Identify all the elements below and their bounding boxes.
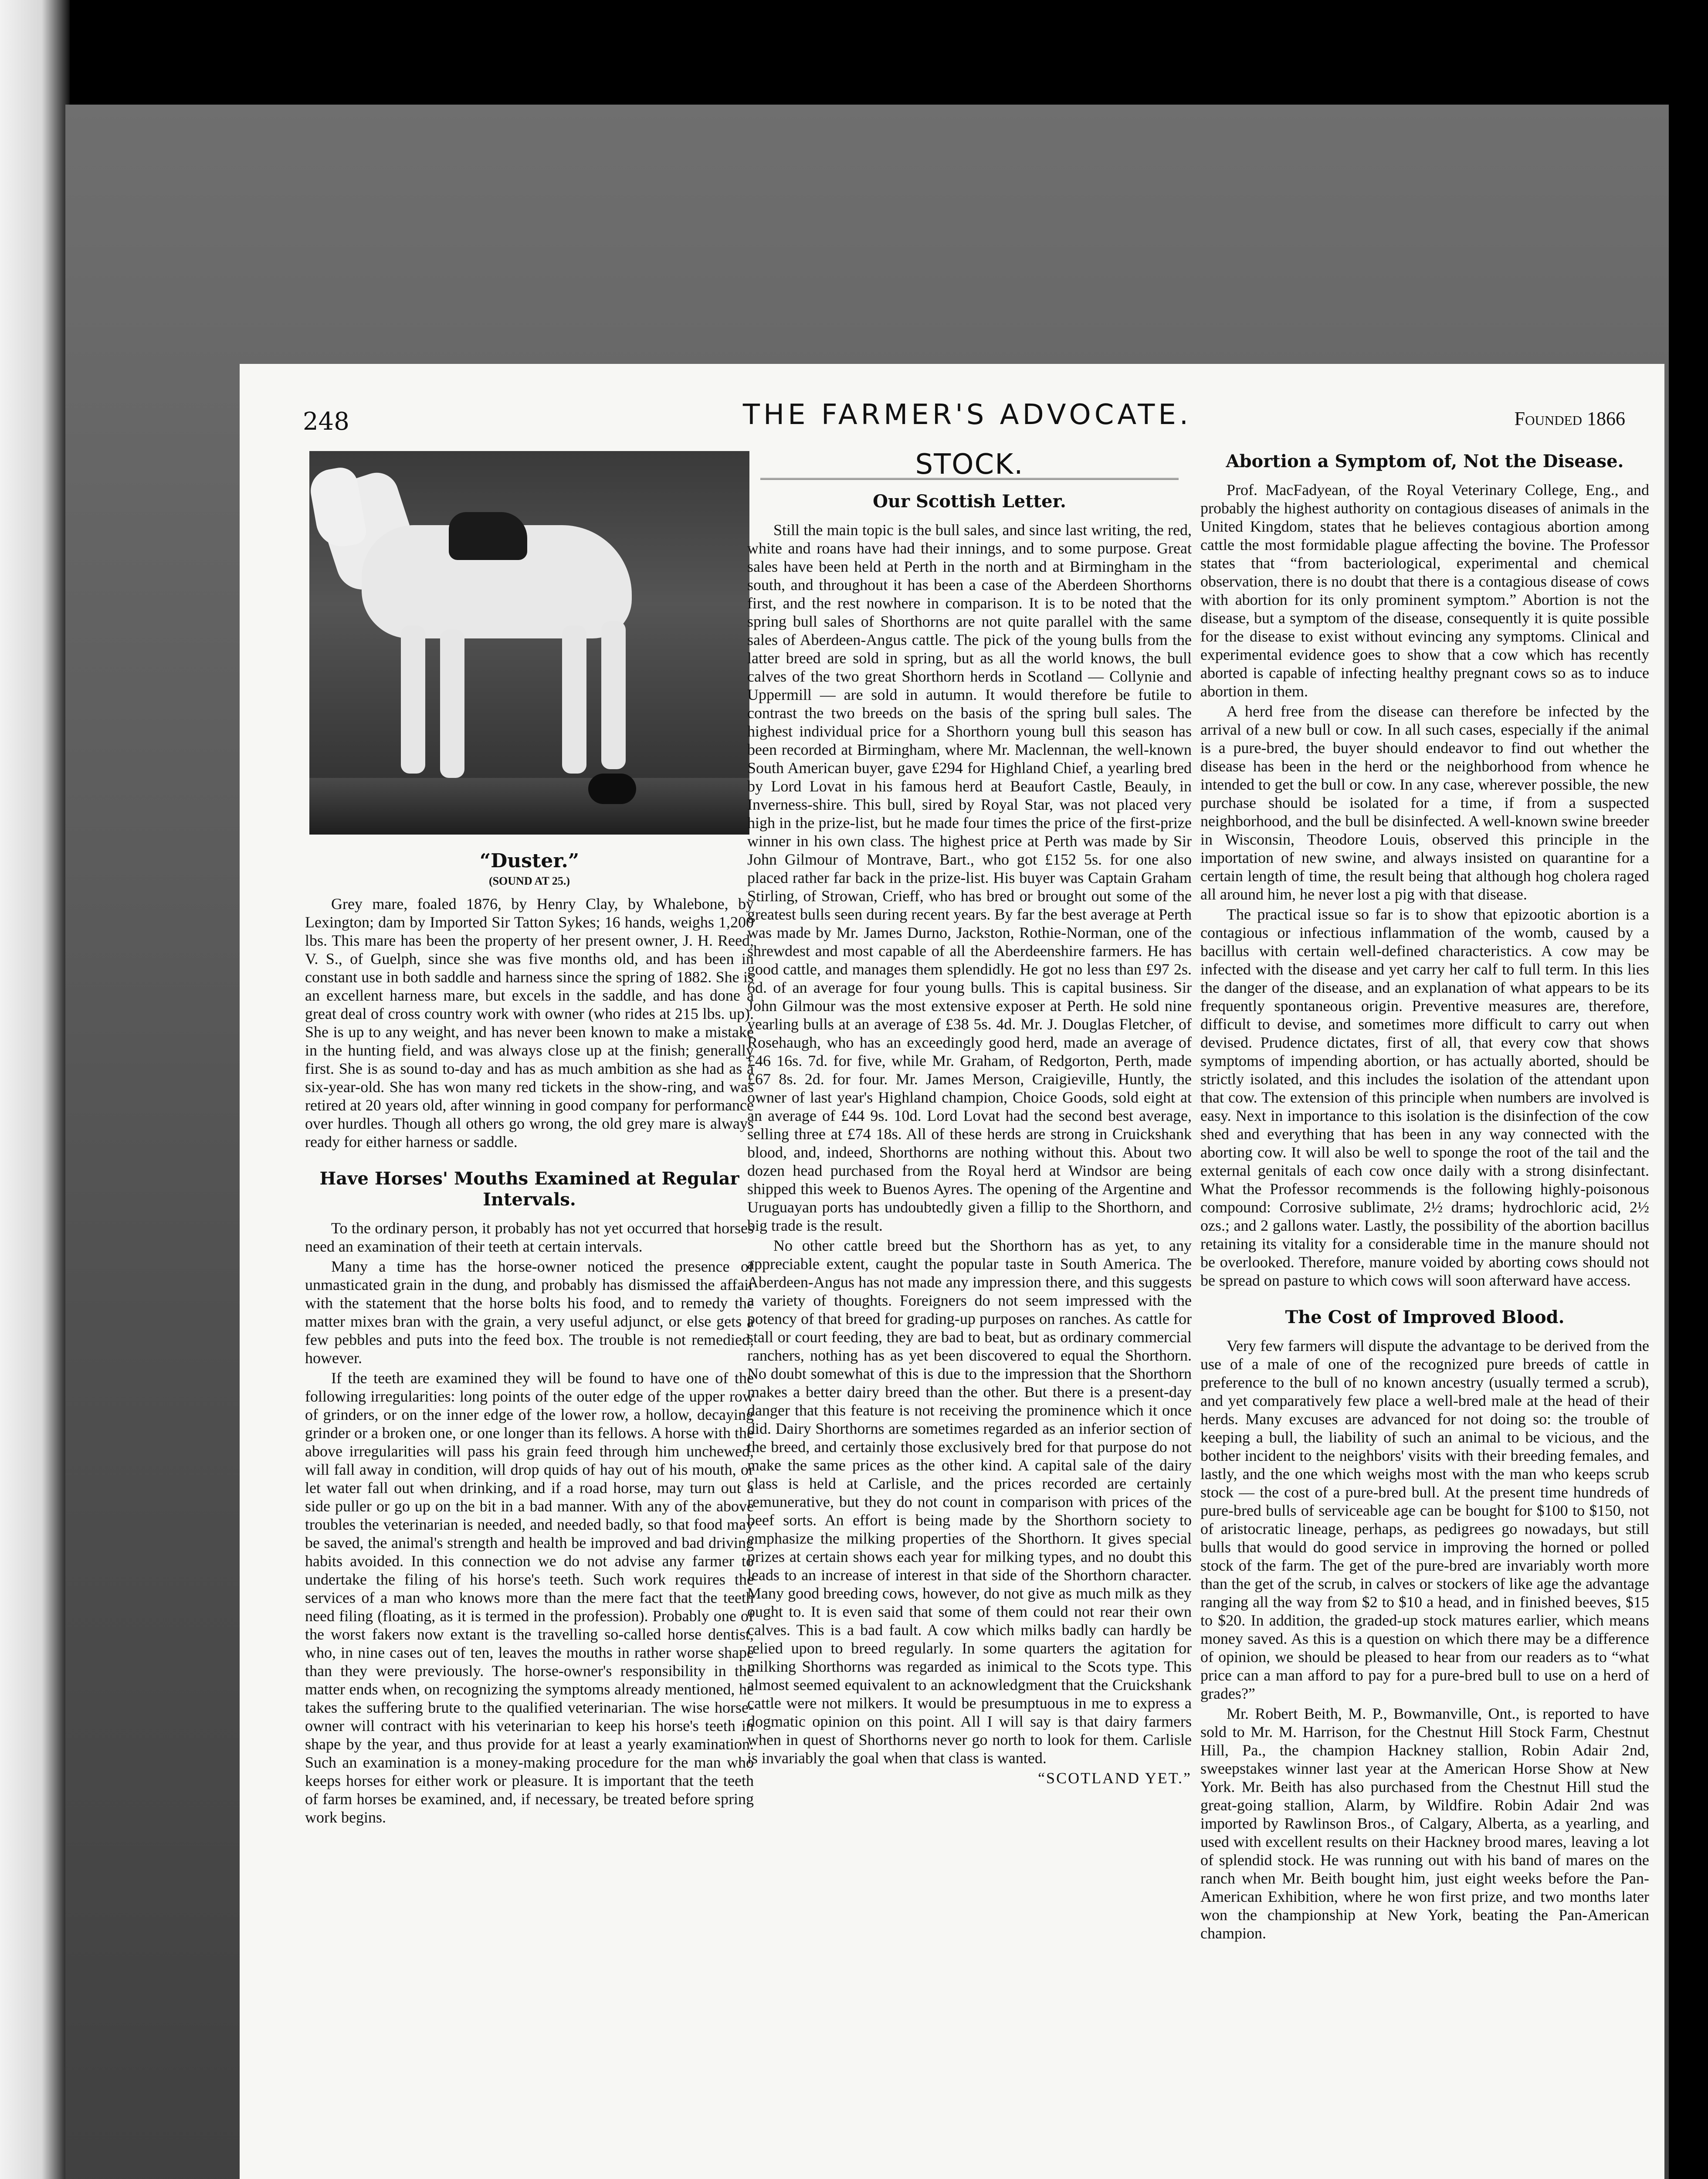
- cost-heading: The Cost of Improved Blood.: [1285, 1307, 1565, 1327]
- photo-caption-subtitle: (SOUND AT 25.): [488, 875, 570, 887]
- horse-leg: [440, 630, 464, 778]
- horses-mouths-heading: Have Horses' Mouths Examined at Regular Intervals.: [319, 1168, 739, 1210]
- abortion-heading: Abortion a Symptom of, Not the Disease.: [1226, 451, 1624, 472]
- founded-note: Founded 1866: [1514, 408, 1625, 429]
- article-paragraph: Many a time has the horse-owner noticed the presence of unmasticated grain in the dung, and probably has dismissed the affair with the statement that the horse bolts his food, and to remedy the matter mixes bran with the grain, a very useful adjunct, or else gets a few pebbles and puts into the feed box. The trouble is not remedied, however.: [305, 1258, 754, 1367]
- horse-photo: [309, 451, 749, 835]
- horse-leg: [601, 621, 626, 769]
- saddle: [449, 512, 527, 560]
- horse-leg: [401, 625, 425, 774]
- column-right: [1200, 451, 1649, 2179]
- article-paragraph: No other cattle breed but the Shorthorn has as yet, to any appreciable extent, caught the popular taste in South America. The Aberdeen-Angus has not made any impression there, and this suggests a variety of thoughts. Foreigners do not seem impressed with the potency of that breed for grading-up purposes on ranches. As cattle for stall or court feeding, they are bad to beat, but as ordinary commercial ranchers, nothing has as yet been discovered to equal the Shorthorn. No doubt somewhat of this is due to the impression that the Shorthorn makes a better dairy breed than the other. But there is a present-day danger that this feature is not receiving the prominence which it once did. Dairy Shorthorns are sometimes regarded as an inferior section of the breed, and certainly those exclusively bred for that purpose do not make the same prices as the other kind. A capital sale of the dairy class is held at Carlisle, and the prices recorded are certainly remunerative, but they do not count in comparison with prices of the beef sorts. An effort is being made by the Shorthorn society to emphasize the milking properties of the Shorthorn. It gives special prizes at certain shows each year for milking types, and no doubt this leads to an increase of interest in that side of the Shorthorn character. Many good breeding cows, however, do not give as much milk as they ought to. It is even said that some of them could not rear their own calves. This is a bad fault. A cow which milks badly can hardly be relied upon to breed regularly. In some quarters the agitation for milking Shorthorns was regarded as inimical to the Scots type. This almost seemed equivalent to an acknowledgment that the Cruickshank cattle were not milkers. It would be presumptuous in me to express a dogmatic opinion on this point. All I will say is that dairy farmers when in quest of Shorthorns never go north to look for them. Carlisle is invariably the goal when that class is wanted.: [747, 1237, 1192, 1767]
- photo-caption-title: “Duster.”: [479, 850, 580, 872]
- dog: [588, 774, 636, 804]
- scottish-letter-heading: Our Scottish Letter.: [873, 491, 1066, 512]
- column-left: [305, 451, 754, 2179]
- newspaper-page: [240, 364, 1664, 2179]
- article-paragraph: If the teeth are examined they will be found to have one of the following irregularities: long points of the outer edge of the upper row of grinders, or on the inner edge of the lower row, a hollow, decaying grinder or a broken one, or one longer than its fellows. A horse with the above irregularities will pass his grain feed through him unchewed, will fall away in condition, will drop quids of hay out of his mouth, or let water fall out when drinking, and if a road horse, may turn out a side puller or go up on the bit in a bad manner. With any of the above troubles the veterinarian is needed, and needed badly, so that food may be saved, the animal's strength and health be improved and bad driving habits avoided. In this connection we do not advise any farmer to undertake the filing of his horse's teeth. Such work requires the services of a man who knows more than the mere fact that the teeth need filing (floating, as it is termed in the profession). Probably one of the worst fakers now extant is the travelling so-called horse dentist, who, in nine cases out of ten, leaves the mouths in rather worse shape than they were previously. The horse-owner's responsibility in the matter ends when, on recognizing the symptoms already mentioned, he takes the suffering brute to the qualified veterinarian. The wise horse-owner will contract with his veterinarian to keep his horse's teeth in shape by the year, and thus provide for at least a yearly examination. Such an examination is a money-making procedure for the man who keeps horses for either work or pleasure. It is important that the teeth of farm horses be examined, and, if necessary, be treated before spring work begins.: [305, 1369, 754, 1826]
- article-paragraph: Very few farmers will dispute the advantage to be derived from the use of a male of one of the recognized pure breeds of cattle in preference to the bull of no known ancestry (usually termed a scrub), and yet comparatively few place a well-bred male at the head of their herds. Many excuses are advanced for not doing so: the trouble of keeping a bull, the liability of such an animal to be vicious, and the bother incident to the neighbors' visits with their breeding females, and lastly, and the one which weighs most with the man who keeps scrub stock — the cost of a pure-bred bull. At the present time hundreds of pure-bred bulls of serviceable age can be bought for $100 to $150, not of aristocratic lineage, perhaps, as pedigrees go nowadays, but still bulls that would do good service in improving the horned or polled stock of the farm. The get of the pure-bred are invariably worth more than the get of the scrub, in calves or stockers of like age the advantage ranging all the way from $2 to $10 a head, and in finished beeves, $15 to $20. In addition, the graded-up stock matures earlier, which means money saved. As this is a question on which there may be a difference of opinion, we should be pleased to hear from our readers as to “what price can a man afford to pay for a pure-bred bull to use on a herd of grades?”: [1200, 1337, 1649, 1702]
- duster-description: Grey mare, foaled 1876, by Henry Clay, by Whalebone, by Lexington; dam by Imported Sir Tatton Sykes; 16 hands, weighs 1,200 lbs. This mare has been the property of her present owner, J. H. Reed, V. S., of Guelph, since she was five months old, and has been in constant use in both saddle and harness since the spring of 1882. She is an excellent harness mare, but excels in the saddle, and has done a great deal of cross country work with owner (who rides at 215 lbs. up). She is up to any weight, and has never been known to make a mistake in the hunting field, and was always close up at the finish; generally first. She is as sound to-day and has as much ambition as she had as a six-year-old. She has won many red tickets in the show-ring, and was retired at 20 years old, after winning in good company for performance over hurdles. Though all others go wrong, the old grey mare is always ready for either harness or saddle.: [305, 895, 754, 1151]
- article-paragraph: To the ordinary person, it probably has not yet occurred that horses need an examination of their teeth at certain intervals.: [305, 1219, 754, 1255]
- column-middle: [747, 451, 1192, 2179]
- article-paragraph: The practical issue so far is to show that epizootic abortion is a contagious or infectious inflammation of the womb, caused by a bacillus with certain well-defined characteristics. A cow may be infected with the disease and yet carry her calf to full term. In this lies the danger of the disease, and an explanation of what appears to be its frequently spontaneous origin. Preventive measures are, therefore, difficult to devise, and sometimes more difficult to carry out when devised. Prudence dictates, first of all, that every cow that shows symptoms of impending abortion, or has actually aborted, should be strictly isolated, and this includes the isolation of the attendant upon that cow. The extension of this principle when numbers are involved is easy. Next in importance to this isolation is the disinfection of the cow shed and everything that has been in any way connected with the aborting cow. It will also be well to sponge the root of the tail and the external genitals of each cow once daily with a strong disinfectant. What the Professor recommends is the following highly-poisonous compound: Corrosive sublimate, 2½ drams; hydrochloric acid, 2½ ozs.; and 2 gallons water. Lastly, the possibility of the abortion bacillus retaining its vitality for a considerable time in the manure should not be overlooked. Therefore, manure voided by aborting cows should not be spread on pasture to which cows will soon afterward have access.: [1200, 906, 1649, 1289]
- page-number: 248: [303, 407, 349, 436]
- article-paragraph: A herd free from the disease can therefore be infected by the arrival of a new bull or cow. In all such cases, especially if the animal is a pure-bred, the buyer should endeavor to find out whether the disease has been in the herd or the neighborhood from whence he intended to get the bull or cow. In any case, wherever possible, the new purchase should be isolated for a time, if from a suspected neighborhood, and the bull be disinfected. A well-known swine breeder in Wisconsin, Theodore Louis, observed this principle in the importation of new swine, and always insisted on quarantine for a certain length of time, the result being that although hog cholera raged all around him, he never lost a pig with that disease.: [1200, 703, 1649, 903]
- masthead-title: THE FARMER'S ADVOCATE.: [742, 399, 1192, 431]
- horse-leg: [562, 625, 586, 774]
- scan-border-left: [0, 0, 70, 2179]
- article-paragraph: Still the main topic is the bull sales, and since last writing, the red, white and roans have had their innings, and to some purpose. Great sales have been held at Perth in the north and at Birmingham in the south, and throughout it has been a case of the Aberdeen Shorthorns first, and the rest nowhere in comparison. It is to be noted that the spring bull sales of Shorthorns are not quite parallel with the same sales of Aberdeen-Angus cattle. The pick of the young bulls from the latter breed are sold in spring, but as all the world knows, the bull calves of the two great Shorthorn herds in Scotland — Collynie and Uppermill — are sold in autumn. It would therefore be futile to contrast the two breeds on the basis of the spring bull sales. The highest individual price for a Shorthorn young bull this season has been recorded at Birmingham, where Mr. Maclennan, the well-known South American buyer, gave £294 for Highland Chief, a yearling bred by Lord Lovat in his famous herd at Beaufort Castle, Beauly, in Inverness-shire. This bull, sired by Royal Star, was not placed very high in the prize-list, but he made four times the price of the first-prize winner in his own class. The highest price at Perth was made by Sir John Gilmour of Montrave, Bart., who got £152 5s. for one also placed rather far back in the prize-list. His buyer was Captain Graham Stirling, of Strowan, Crieff, who has bred or brought out some of the greatest bulls seen during recent years. By far the best average at Perth was made by Mr. James Durno, Jackston, Rothie-Norman, one of the shrewdest and most capable of all the Aberdeenshire farmers. He has good cattle, and manages them splendidly. He got no less than £97 2s. 6d. of an average for four young bulls. This is capital business. Sir John Gilmour was the most extensive exposer at Perth. He sold nine yearling bulls at an average of £38 5s. 4d. Mr. J. Douglas Fletcher, of Rosehaugh, who has an exceedingly good herd, made an average of £46 16s. 7d. for five, while Mr. Graham, of Redgorton, Perth, made £67 8s. 2d. for four. Mr. James Merson, Craigieville, Huntly, the owner of last year's Highland champion, Choice Goods, sold eight at an average of £44 9s. 10d. Lord Lovat had the second best average, selling three at £74 18s. All of these herds are strong in Cruickshank blood, and, indeed, Shorthorns are nothing without this. About two dozen head purchased from the Royal herd at Windsor are being shipped this week to Buenos Ayres. The opening of the Argentine and Uruguayan ports has undoubtedly given a fillip to the Shorthorn, and big trade is the result.: [747, 521, 1192, 1234]
- article-signoff: “SCOTLAND YET.”: [1038, 1769, 1192, 1787]
- section-title: STOCK.: [915, 451, 1024, 481]
- article-paragraph: Mr. Robert Beith, M. P., Bowmanville, Ont., is reported to have sold to Mr. M. Harrison, for the Chestnut Hill Stock Farm, Chestnut Hill, Pa., the champion Hackney stallion, Robin Adair 2nd, sweepstakes winner last year at the American Horse Show at New York. Mr. Beith has also purchased from the Chestnut Hill stud the great-going stallion, Alarm, by Wildfire. Robin Adair 2nd was imported by Rawlinson Bros., of Calgary, Alberta, as a yearling, and used with excellent results on their Hackney brood mares, leaving a lot of splendid stock. He was running out with his band of mares on the ranch when Mr. Beith bought him, just eight weeks before the Pan-American Exhibition, where he won first prize, and two months later won the championship at New York, beating the Pan-American champion.: [1200, 1705, 1649, 1942]
- ground: [309, 778, 749, 835]
- article-paragraph: Prof. MacFadyean, of the Royal Veterinary College, Eng., and probably the highest authority on contagious diseases of animals in the United Kingdom, states that he believes contagious abortion among cattle the most formidable plague affecting the bovine. The Professor states that “from bacteriological, experimental and chemical observation, there is no doubt that there is a contagious disease of cows with abortion for its only prominent symptom.” Abortion is not the disease, but a symptom of the disease, consequently it is quite possible for the disease to exist without evincing any symptoms. Clinical and experimental evidence goes to show that a cow which has recently aborted is capable of infecting healthy pregnant cows so as to induce abortion in them.: [1200, 481, 1649, 700]
